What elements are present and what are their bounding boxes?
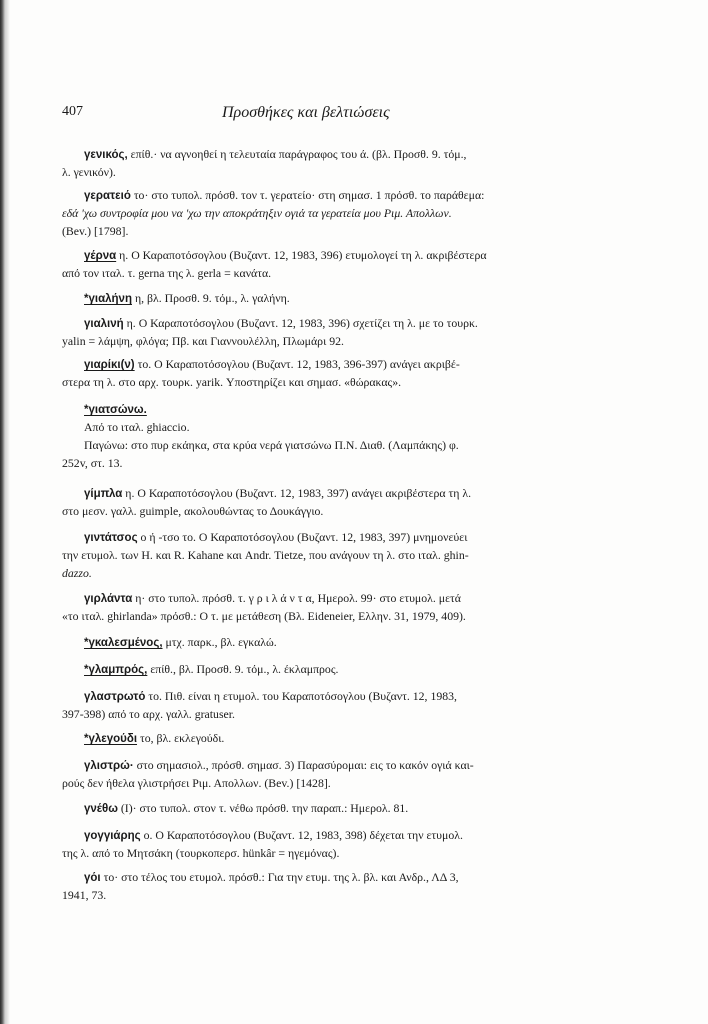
entry-text: από τον ιταλ. τ. gerna της λ. gerla = κανάτα. xyxy=(62,266,272,280)
entry-text: μτχ. παρκ., βλ. εγκαλώ. xyxy=(165,635,277,649)
entry-headword: γνέθω xyxy=(84,803,118,815)
entry-headword: *γκαλεσμένος, xyxy=(84,637,163,649)
entry-text: το. Ο Καραποτόσογλου (Βυζαντ. 12, 1983, 396-397) ανάγει ακριβέ- xyxy=(137,357,460,371)
dictionary-entry xyxy=(62,484,654,520)
entry-text: στο σημασιολ., πρόσθ. σημασ. 3) Παρασύρομαι: εις το κακόν ογιά και- xyxy=(136,758,474,772)
entry-text: επίθ., βλ. Προσθ. 9. τόμ., λ. έκλαμπρος. xyxy=(150,662,339,676)
entry-text: η. Ο Καραποτόσογλου (Βυζαντ. 12, 1983, 397) ανάγει ακριβέστερα τη λ. xyxy=(125,486,472,500)
entry-text: το, βλ. εκλεγούδι. xyxy=(139,731,225,745)
entry-text: εδά 'χω συντροφία μου να 'χω την αποκράτηξιν ογιά τα γερατεία μου Ριμ. Απολλων. xyxy=(62,206,452,220)
entry-text: yalin = λάμψη, φλόγα; Πβ. και Γιαννουλέλλη, Πλωμάρι 92. xyxy=(62,334,344,348)
entry-text: της λ. από το Μητσάκη (τουρκοπερσ. hünkâr = ηγεμόνας). xyxy=(62,846,340,860)
dictionary-entry xyxy=(62,589,654,625)
entry-headword: γλιστρώ· xyxy=(84,760,134,772)
entry-text: ο ή -τσο το. Ο Καραποτόσογλου (Βυζαντ. 12, 1983, 397) μνημονεύει xyxy=(140,530,468,544)
entry-text: ο. Ο Καραποτόσογλου (Βυζαντ. 12, 1983, 398) δέχεται την ετυμολ. xyxy=(143,828,463,842)
entry-text: στο μεσν. γαλλ. guimple, ακολουθώντας το Δουκάγγιο. xyxy=(62,504,324,518)
running-title: Προσθήκες και βελτιώσεις xyxy=(222,104,390,121)
entry-text: η· στο τυπολ. πρόσθ. τ. γ ρ ι λ ά ν τ α, Ημερολ. 99· στο ετυμολ. μετά xyxy=(135,591,461,605)
entry-headword: γενικός, xyxy=(84,149,128,161)
dictionary-entry xyxy=(62,186,654,240)
dictionary-entry xyxy=(62,145,654,181)
dictionary-entry xyxy=(62,826,654,862)
page-header xyxy=(62,104,642,126)
entry-headword: *γλαμπρός, xyxy=(84,664,148,676)
entry-text: dazzo. xyxy=(62,566,92,580)
entry-text: 1941, 73. xyxy=(62,888,107,902)
dictionary-entry xyxy=(62,756,654,792)
entry-headword: γιαρίκι(ν) xyxy=(84,359,135,371)
entry-text: το· στο τυπολ. πρόσθ. τον τ. γερατείο· στη σημασ. 1 πρόσθ. το παράθεμα: xyxy=(133,188,485,202)
entry-text: η. Ο Καραποτόσογλου (Βυζαντ. 12, 1983, 396) ετυμολογεί τη λ. ακριβέστερα xyxy=(119,248,487,262)
entry-headword: γέρνα xyxy=(84,250,117,262)
entry-text: «το ιταλ. ghirlanda» πρόσθ.: Ο τ. με μετάθεση (Βλ. Eideneier, Ελλην. 31, 1979, 409). xyxy=(62,609,466,623)
entry-text: 252v, στ. 13. xyxy=(62,456,123,470)
entry-text: το. Πιθ. είναι η ετυμολ. του Καραποτόσογλου (Βυζαντ. 12, 1983, xyxy=(148,689,458,703)
entry-text: η. Ο Καραποτόσογλου (Βυζαντ. 12, 1983, 396) σχετίζει τη λ. με το τουρκ. xyxy=(126,316,478,330)
entry-headword: γόι xyxy=(84,872,101,884)
entry-text: επίθ.· να αγνοηθεί η τελευταία παράγραφος του ά. (βλ. Προσθ. 9. τόμ., xyxy=(130,147,467,161)
dictionary-entry xyxy=(62,660,654,678)
entry-headword: γίμπλα xyxy=(84,488,123,500)
entry-headword: γογγιάρης xyxy=(84,830,141,842)
entry-text: (Ι)· στο τυπολ. στον τ. νέθω πρόσθ. την παραπ.: Ημερολ. 81. xyxy=(120,801,409,815)
entry-headword: γιντάτσος xyxy=(84,532,138,544)
dictionary-entry xyxy=(62,355,654,391)
entry-text: ρούς δεν ήθελα γλιστρήσει Ριμ. Απολλων. (Bev.) [1428]. xyxy=(62,776,331,790)
entry-text: την ετυμολ. των Η. και R. Kahane και Andr. Tietze, που ανάγουν τη λ. στο ιταλ. ghin- xyxy=(62,548,469,562)
dictionary-entry xyxy=(62,246,654,282)
entry-text: στερα τη λ. στο αρχ. τουρκ. yarik. Υποστηρίζει και σημασ. «θώρακας». xyxy=(62,375,402,389)
book-binding-edge xyxy=(0,0,10,1024)
entry-headword: *γλεγούδι xyxy=(84,733,138,745)
dictionary-entry xyxy=(62,633,654,651)
dictionary-entry xyxy=(62,729,654,747)
entry-text: Από το ιταλ. ghiaccio. xyxy=(84,420,190,434)
entry-text: λ. γενικόν). xyxy=(62,165,116,179)
entry-headword: *γιατσώνω. xyxy=(84,404,147,416)
dictionary-entry xyxy=(62,687,654,723)
entry-headword: *γιαλήνη xyxy=(84,293,132,305)
entry-text: η, βλ. Προσθ. 9. τόμ., λ. γαλήνη. xyxy=(134,291,290,305)
dictionary-entry xyxy=(62,868,654,904)
entry-text: Παγώνω: στο πυρ εκάηκα, στα κρύα νερά γιατσώνω Π.Ν. Διαθ. (Λαμπάκης) φ. xyxy=(84,438,459,452)
dictionary-entry xyxy=(62,400,654,472)
entry-headword: γλαστρωτό xyxy=(84,691,146,703)
entry-text: 397-398) από το αρχ. γαλλ. gratuser. xyxy=(62,707,235,721)
entry-text: το· στο τέλος του ετυμολ. πρόσθ.: Για την ετυμ. της λ. βλ. και Ανδρ., ΛΔ 3, xyxy=(103,870,459,884)
entry-text: (Bev.) [1798]. xyxy=(62,224,129,238)
entry-headword: γερατειό xyxy=(84,190,131,202)
page-number: 407 xyxy=(62,104,83,119)
entry-headword: γιαλινή xyxy=(84,318,124,330)
dictionary-entry xyxy=(62,799,654,817)
entry-headword: γιρλάντα xyxy=(84,593,133,605)
dictionary-entry xyxy=(62,528,654,582)
dictionary-entry xyxy=(62,289,654,307)
dictionary-entry xyxy=(62,314,654,350)
